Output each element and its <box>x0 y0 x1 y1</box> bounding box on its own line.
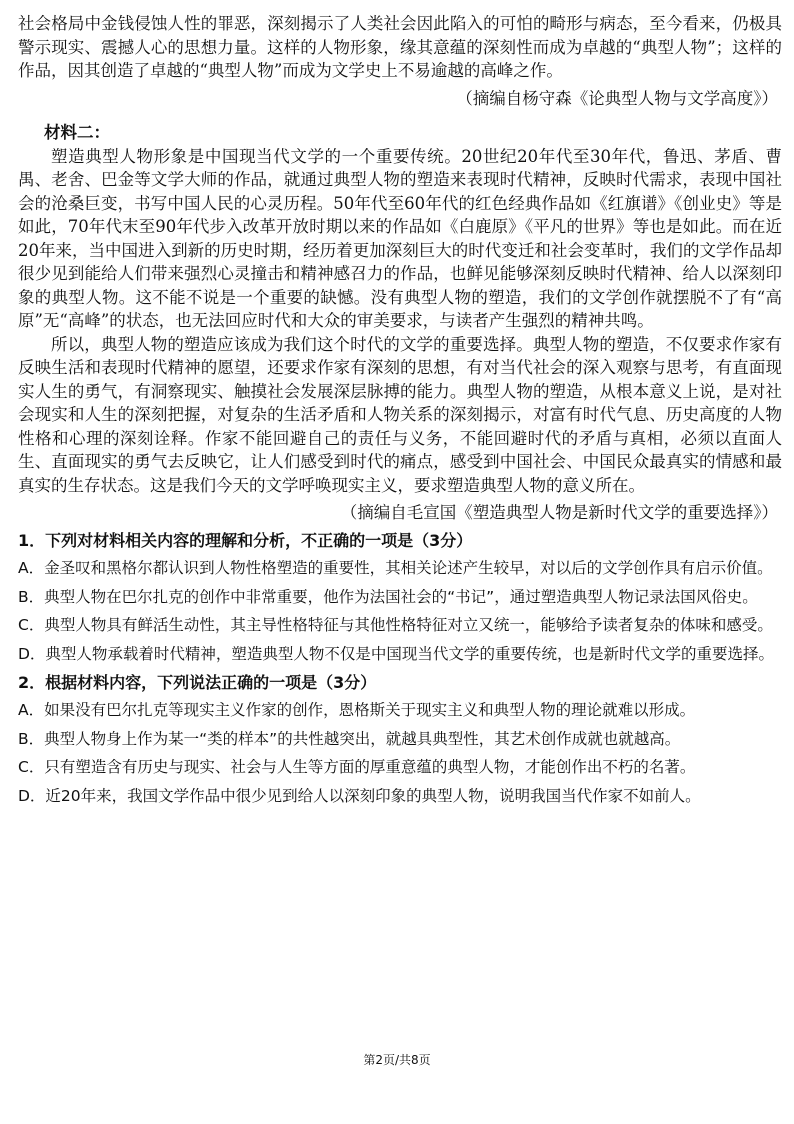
question-2-option-c: C．只有塑造含有历史与现实、社会与人生等方面的厚重意蕴的典型人物，才能创作出不朽的名著。 <box>18 758 696 776</box>
question-1-stem: 1．下列对材料相关内容的理解和分析，不正确的一项是（3分） <box>18 531 473 550</box>
question-1 <box>18 529 782 667</box>
question-1-option-d: D．典型人物承载着时代精神，塑造典型人物不仅是中国现当代文学的重要传统，也是新时代文学的重要选择。 <box>18 644 774 663</box>
material2-heading: 材料二： <box>44 122 110 142</box>
exam-page <box>18 12 782 809</box>
question-1-option-c: C．典型人物具有鲜活生动性，其主导性格特征与其他性格特征对立又统一，能够给予读者复杂的体味和感受。 <box>18 616 773 634</box>
question-2-stem: 2．根据材料内容，下列说法正确的一项是（3分） <box>18 673 377 692</box>
question-2-option-a: A．如果没有巴尔扎克等现实主义作家的创作，恩格斯关于现实主义和典型人物的理论就难以形成。 <box>18 701 696 719</box>
question-2-option-b: B．典型人物身上作为某一“类的样本”的共性越突出，就越具典型性，其艺术创作成就也就越高。 <box>18 729 681 748</box>
page-number: 第2页/共8页 <box>363 1053 431 1067</box>
material1-source: （摘编自杨守森《论典型人物与文学高度》） <box>456 88 778 108</box>
question-2 <box>18 671 782 809</box>
material2-paragraph-1: 塑造典型人物形象是中国现当代文学的一个重要传统。20世纪20年代至30年代，鲁迅、茅盾、曹禺、老舍、巴金等文学大师的作品，就通过典型人物的塑造来表现时代精神，反映时代需求，表现中国社会的沧桑巨变，书写中国人民的心灵历程。50年代至60年代的红色经典作品如《红旗谱》《创业史》等是如此，70年代末至90年代步入改革开放时期以来的作品如《白鹿原》《平凡的世界》等也是如此。而在近20年来，当中国进入到新的历史时期，经历着更加深刻巨大的时代变迁和社会变革时，我们的文学作品却很少见到能给人们带来强烈心灵撞击和精神感召力的作品，也鲜见能够深刻反映时代精神、给人以深刻印象的典型人物。这不能不说是一个重要的缺憾。没有典型人物的塑造，我们的文学创作就摆脱不了有“高原”无“高峰”的状态，也无法回应时代和大众的审美要求，与读者产生强烈的精神共鸣。 <box>18 146 782 330</box>
material2-source: （摘编自毛宣国《塑造典型人物是新时代文学的重要选择》） <box>340 503 778 522</box>
material2-paragraph-2: 所以，典型人物的塑造应该成为我们这个时代的文学的重要选择。典型人物的塑造，不仅要求作家有反映生活和表现时代精神的愿望，还要求作家有深刻的思想，有对当代社会的深入观察与思考，有直面现实人生的勇气，有洞察现实、触摸社会发展深层脉搏的能力。典型人物的塑造，从根本意义上说，是对社会现实和人生的深刻把握，对复杂的生活矛盾和人物关系的深刻揭示，对富有时代气息、历史高度的人物性格和心理的深刻诠释。作家不能回避自己的责任与义务，不能回避时代的矛盾与真相，必须以直面人生、直面现实的勇气去反映它，让人们感受到时代的痛点，感受到中国社会、中国民众最真实的情感和最真实的生存状态。这是我们今天的文学呼唤现实主义，要求塑造典型人物的意义所在。 <box>18 334 782 495</box>
material1-continuation: 社会格局中金钱侵蚀人性的罪恶，深刻揭示了人类社会因此陷入的可怕的畸形与病态，至今看来，仍极具警示现实、震撼人心的思想力量。这样的人物形象，缘其意蕴的深刻性而成为卓越的“典型人物”；这样的作品，因其创造了卓越的“典型人物”而成为文学史上不易逾越的高峰之作。 <box>18 14 782 80</box>
question-2-option-d: D．近20年来，我国文学作品中很少见到给人以深刻印象的典型人物，说明我国当代作家不如前人。 <box>18 786 701 805</box>
question-1-option-a: A．金圣叹和黑格尔都认识到人物性格塑造的重要性，其相关论述产生较早，对以后的文学创作具有启示价值。 <box>18 559 773 577</box>
question-1-option-b: B．典型人物在巴尔扎克的创作中非常重要，他作为法国社会的“书记”，通过塑造典型人物记录法国风俗史。 <box>18 587 758 606</box>
